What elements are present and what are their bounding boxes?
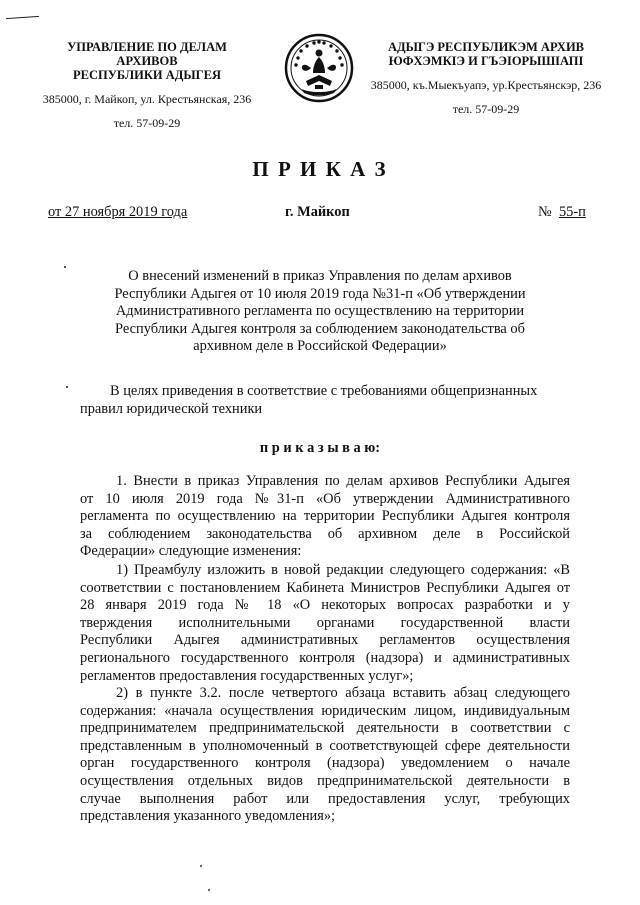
item-1-line: Федерации» следующие изменения:: [80, 543, 302, 560]
subitem-2-line: предпринимателем предпринимательской деятельности в соответствии с: [80, 720, 570, 737]
item-1-line: регламента по осуществлению на территории Республики Адыгея контроля: [80, 508, 570, 525]
subitem-2: [80, 685, 570, 826]
scan-speck: [208, 889, 210, 891]
header-left-title-line1: УПРАВЛЕНИЕ ПО ДЕЛАМ АРХИВОВ: [67, 40, 227, 68]
header-left: [38, 40, 256, 130]
subitem-1-line: соответствии с постановлением Кабинета Министров Республики Адыгея от: [80, 579, 570, 596]
subitem-2-line: представления указанного уведомления»;: [80, 808, 336, 825]
number-value: 55-п: [558, 204, 586, 220]
header-left-phone: тел. 57-09-29: [113, 116, 181, 130]
subitem-2-line: осуществления отдельных видов предпринимательской деятельности в: [80, 772, 570, 789]
subitem-1-line: регионального государственного контроля (надзора) и административных: [80, 649, 570, 666]
header-left-address: 385000, г. Майкоп, ул. Крестьянская, 236: [42, 92, 252, 106]
subitem-2-line: 2) в пункте 3.2. после четвертого абзаца вставить абзац следующего: [116, 685, 570, 701]
subitem-1: [80, 562, 570, 685]
header-right-title-line2: ЮФХЭМКIЭ И ГЪЭIОРЫШIАПI: [388, 54, 584, 68]
header-right-title-line1: АДЫГЭ РЕСПУБЛИКЭМ АРХИВ: [387, 40, 585, 54]
subitem-1-line: регламентов предоставления государственных услуг»;: [80, 667, 414, 684]
header-right-address: 385000, къ.Мыекъуапэ, ур.Крестьянскэр, 236: [370, 78, 602, 92]
item-1-line: от 10 июля 2019 года №31-п «Об утверждении Административного: [80, 490, 570, 507]
subject-line: Республики Адыгея от 10 июля 2019 года №31-п «Об утверждении: [114, 285, 526, 302]
document-city: г. Майкоп: [285, 204, 350, 220]
subitem-2-line: содержания: «начала осуществления юридическим лицом, индивидуальным: [80, 702, 570, 719]
preamble-line: правил юридической техники: [80, 400, 263, 417]
item-1-line: за соблюдением законодательства об архивном деле в Российской: [80, 525, 570, 542]
subitem-1-line: Республики Адыгея административных регламентов осуществления: [80, 632, 570, 649]
subitem-1-line: тверждения исполнительными органами государственной власти: [80, 614, 570, 631]
scan-speck: [66, 386, 68, 388]
subitem-1-line: 1) Преамбулу изложить в новой редакции следующего содержания: «В: [116, 562, 570, 578]
document-number: [538, 204, 586, 221]
scan-speck: [64, 266, 66, 268]
preamble: [80, 383, 570, 418]
subject-line: архивном деле в Российской Федерации»: [193, 338, 447, 355]
subitem-2-line: орган государственного контроля (надзора) уведомлением о начале: [80, 755, 570, 772]
subitem-2-line: случае выполнения работ или предоставления услуг, требующих: [80, 790, 570, 807]
scan-mark: [6, 16, 39, 19]
header-right: [366, 40, 606, 116]
preamble-line: В целях приведения в соответствие с требованиями общепризнанных: [110, 383, 538, 399]
item-1-line: 1. Внести в приказ Управления по делам архивов Республики Адыгея: [116, 473, 570, 489]
order-word: п р и к а з ы в а ю:: [259, 440, 381, 456]
subject-line: Республики Адыгея контроля за соблюдением законодательства об: [115, 320, 525, 337]
document-title: П Р И К А З: [252, 157, 388, 181]
coat-of-arms-emblem: [284, 33, 354, 103]
document-date: от 27 ноября 2019 года: [48, 204, 188, 220]
subitem-2-line: представленным в уполномоченный в соответствующей сфере деятельности: [80, 737, 570, 754]
document-subject: [80, 268, 560, 356]
subject-line: Административного регламента по осуществлению на территории: [115, 303, 525, 320]
number-label: №: [538, 204, 552, 220]
subitem-1-line: 28 января 2019 года № 18 «О некоторых вопросах разработки и у: [80, 597, 570, 614]
item-1: [80, 473, 570, 561]
header-left-title-line2: РЕСПУБЛИКИ АДЫГЕЯ: [72, 68, 222, 82]
header-right-phone: тел. 57-09-29: [452, 102, 520, 116]
subject-line: О внесений изменений в приказ Управления по делам архивов: [128, 268, 512, 284]
scan-speck: [200, 865, 202, 867]
